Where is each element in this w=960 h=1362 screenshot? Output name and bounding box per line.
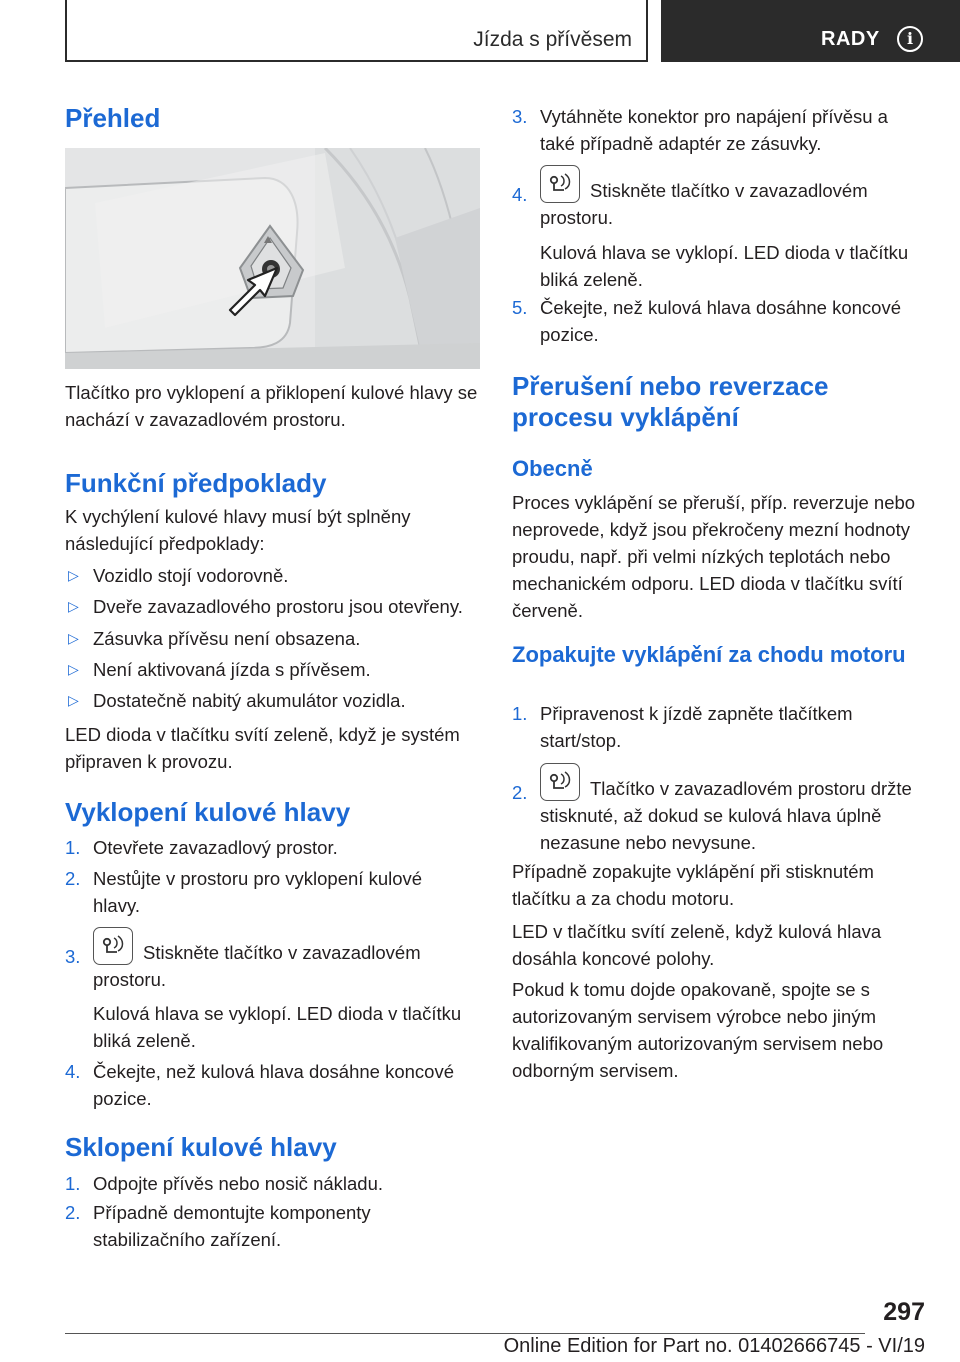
step-number: 4. [512,184,528,205]
step-number: 1. [65,837,81,858]
step-number: 4. [65,1061,81,1082]
step-number: 1. [65,1173,81,1194]
step-text: Vytáhněte konektor pro napájení přívěsu a také případně adaptér ze zásuvky. [540,106,888,154]
repeat-subtitle: Zopakujte vyklápění za chodu motoru [512,642,906,667]
prerequisites-title: Funkční předpoklady [65,468,327,498]
prerequisites-intro: K vychýlení kulové hlavy musí být splněny následující předpoklady: [65,506,411,554]
info-icon[interactable]: i [897,26,923,52]
step-number: 2. [65,1202,81,1223]
triangle-bullet-icon: ▷ [68,567,79,583]
list-item-text: Dveře zavazadlového prostoru jsou otevřeny. [93,596,463,617]
step-number: 3. [512,106,528,127]
header-chapter-title: Jízda s přívěsem [473,28,632,51]
step-text: Otevřete zavazadlový prostor. [93,837,338,858]
step-number: 2. [65,868,81,889]
step-body [540,763,925,856]
step-text: Připravenost k jízdě zapněte tlačítkem start/stop. [540,703,853,751]
triangle-bullet-icon: ▷ [68,692,79,708]
step-number: 2. [512,782,528,803]
step-text: Tlačítko v zavazadlovém prostoru držte stisknuté, až dokud se kulová hlava úplně nezasune nebo nevysune. [540,778,912,853]
general-subtitle: Obecně [512,456,593,481]
footer-divider [65,1333,865,1334]
header-chapter-tab [65,0,648,62]
step-number: 3. [65,946,81,967]
list-item-text: Vozidlo stojí vodorovně. [93,565,289,586]
step-text: Čekejte, než kulová hlava dosáhne koncové pozice. [540,297,901,345]
page-number: 297 [883,1298,925,1326]
trunk-illustration [65,148,480,369]
step-text: Čekejte, než kulová hlava dosáhne koncové pozice. [93,1061,454,1109]
header-section-title: RADY [821,28,880,50]
header-section-block [661,0,960,62]
triangle-bullet-icon: ▷ [68,630,79,646]
paragraph: LED v tlačítku svítí zeleně, když kulová hlava dosáhla koncové polohy. [512,921,882,969]
step-text: Stiskněte tlačítko v zavazadlovém prostoru. [540,180,868,228]
step-text: Případně demontujte komponenty stabilizačního zařízení. [93,1202,371,1250]
paragraph: Případně zopakujte vyklápění při stisknutém tlačítku a za chodu motoru. [512,861,874,909]
step-text: Nestůjte v prostoru pro vyklopení kulové hlavy. [93,868,423,916]
paragraph: Pokud k tomu dojde opakovaně, spojte se s autorizovaným servisem výrobce nebo jiným kvalifikovaným autorizovaným servisem nebo odborným servisem. [512,979,884,1081]
step-subtext: Kulová hlava se vyklopí. LED dioda v tlačítku bliká zeleně. [540,242,909,290]
list-item-text: Není aktivovaná jízda s přívěsem. [93,659,371,680]
tow-hitch-button-icon [93,927,133,965]
step-number: 1. [512,703,528,724]
led-note: LED dioda v tlačítku svítí zeleně, když je systém připraven k provozu. [65,724,460,772]
overview-title: Přehled [65,103,161,133]
triangle-bullet-icon: ▷ [68,598,79,614]
fold-title: Sklopení kulové hlavy [65,1132,337,1162]
list-item-text: Zásuvka přívěsu není obsazena. [93,628,361,649]
trunk-button-photo [65,148,480,369]
step-body [540,165,925,231]
step-number: 5. [512,297,528,318]
step-text: Odpojte přívěs nebo nosič nákladu. [93,1173,384,1194]
list-item-text: Dostatečně nabitý akumulátor vozidla. [93,690,406,711]
step-subtext: Kulová hlava se vyklopí. LED dioda v tlačítku bliká zeleně. [93,1003,462,1051]
general-text: Proces vyklápění se přeruší, příp. reverzuje nebo neprovede, když jsou překročeny mezní hodnoty proudu, např. při velmi nízkých teplotách nebo mechanickém odporu. LED dioda v tlačítku svítí červeně. [512,492,916,621]
footer-edition: Online Edition for Part no. 01402666745 - VI/19 [503,1335,925,1357]
triangle-bullet-icon: ▷ [68,661,79,677]
step-body [93,927,478,993]
tow-hitch-button-icon [540,165,580,203]
interrupt-title: Přerušení nebo reverzace procesu vyklápění [512,371,829,432]
deploy-title: Vyklopení kulové hlavy [65,797,351,827]
tow-hitch-button-icon [540,763,580,801]
step-text: Stiskněte tlačítko v zavazadlovém prostoru. [93,942,421,990]
image-caption: Tlačítko pro vyklopení a přiklopení kulové hlavy se nachází v zavazadlovém prostoru. [65,382,478,430]
